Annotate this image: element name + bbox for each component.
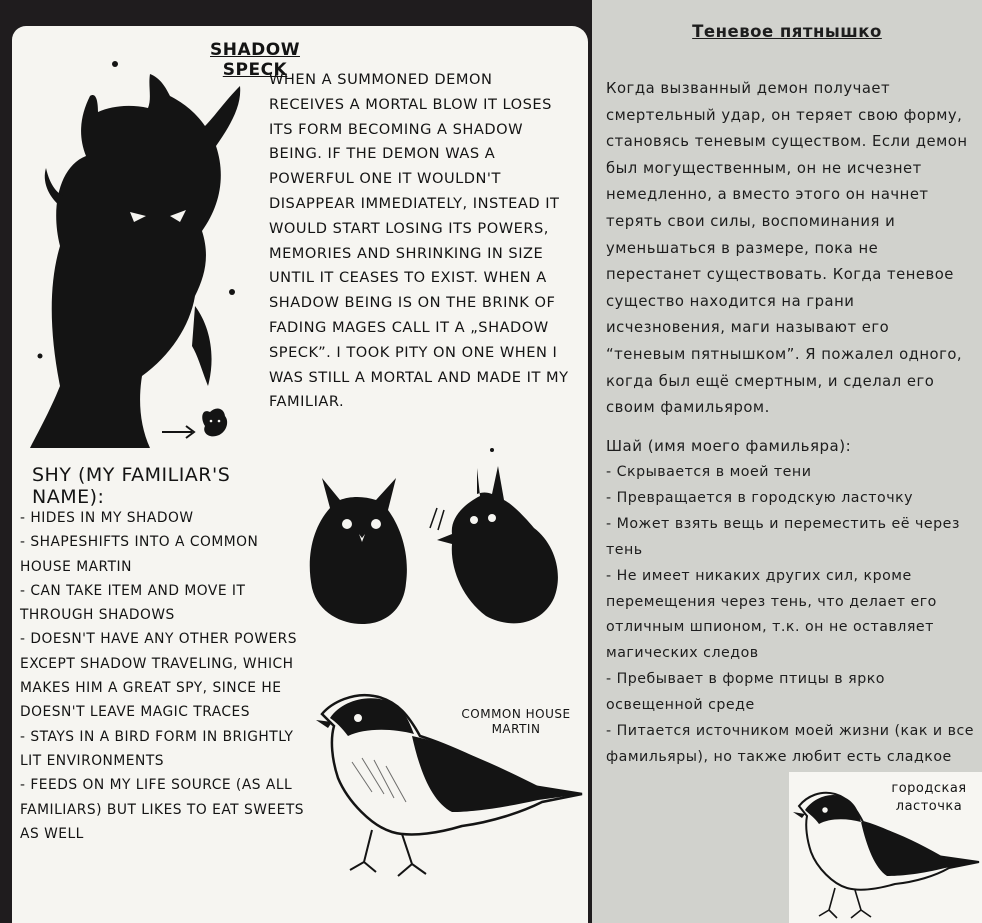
translation-traits-list (606, 460, 974, 771)
list-item: - STAYS IN A BIRD FORM IN BRIGHTLY LIT ENVIRONMENTS (20, 728, 294, 769)
list-item: - CAN TAKE ITEM AND MOVE IT THROUGH SHADOWS (20, 582, 246, 624)
list-item: - Не имеет никаких других сил, кроме перемещения через тень, что делает его отличным шпионом, т.к. он не оставляет магических следов (606, 567, 937, 662)
translation-title: Теневое пятнышко (692, 22, 882, 41)
translation-bird-caption: городская ласточка (891, 781, 967, 814)
translation-intro-paragraph: Когда вызванный демон получает смертельный удар, он теряет свою форму, становясь теневым существом. Если демон был могущественным, он не исчезнет немедленно, а вместо этого он начнет терять свои силы, воспоминания и уменьшаться в размере, пока не перестанет существовать. Когда теневое существо находится на грани исчезновения, маги называют его “теневым пятнышком”. Я пожалел одного, когда был ещё смертным, и сделал его своим фамильяром. (606, 80, 968, 417)
list-item: - Питается источником моей жизни (как и все фамильяры), но также любит есть сладкое (606, 723, 975, 765)
intro-text (269, 68, 569, 415)
intro-paragraph: WHEN A SUMMONED DEMON RECEIVES A MORTAL BLOW IT LOSES ITS FORM BECOMING A SHADOW BEING. IF THE DEMON WAS A POWERFUL ONE IT WOULDN'T DISAPPEAR IMMEDIATELY, INSTEAD IT WOULD START LOSING ITS POWERS, MEMORIES AND SHRINKING IN SIZE UNTIL IT CEASES TO EXIST. WHEN A SHADOW BEING IS ON THE BRINK OF FADING MAGES CALL IT A „SHADOW SPECK”. I TOOK PITY ON ONE WHEN I WAS STILL A MORTAL AND MADE IT MY FAMILIAR. (269, 71, 569, 411)
list-item: - FEEDS ON MY LIFE SOURCE (AS ALL FAMILIARS) BUT LIKES TO EAT SWEETS AS WELL (20, 777, 305, 842)
list-item: - Превращается в городскую ласточку (606, 489, 914, 506)
bird-caption: COMMON HOUSE MARTIN (461, 707, 571, 736)
familiar-heading: SHY (MY FAMILIAR'S NAME): (32, 464, 231, 508)
list-item: - DOESN'T HAVE ANY OTHER POWERS EXCEPT SHADOW TRAVELING, WHICH MAKES HIM A GREAT SPY, SINCE HE DOESN'T LEAVE MAGIC TRACES (20, 631, 298, 721)
sketchbook-page (12, 26, 588, 923)
translation-familiar-heading: Шай (имя моего фамильяра): (606, 437, 852, 455)
translation-panel (592, 0, 982, 923)
list-item: - Может взять вещь и переместить её через тень (606, 515, 960, 558)
familiar-traits-list (20, 506, 310, 846)
house-martin-illustration (302, 662, 592, 887)
list-item: - HIDES IN MY SHADOW (20, 510, 194, 526)
list-item: - Пребывает в форме птицы в ярко освещенной среде (606, 671, 885, 714)
shadow-speck-creatures-illustration (292, 438, 572, 638)
page-title: SHADOW SPECK (210, 40, 300, 80)
translation-intro (606, 76, 972, 422)
translation-bird-box (789, 772, 982, 923)
shadow-demon-illustration (20, 56, 260, 466)
list-item: - Скрывается в моей тени (606, 464, 812, 480)
list-item: - SHAPESHIFTS INTO A COMMON HOUSE MARTIN (20, 534, 259, 575)
